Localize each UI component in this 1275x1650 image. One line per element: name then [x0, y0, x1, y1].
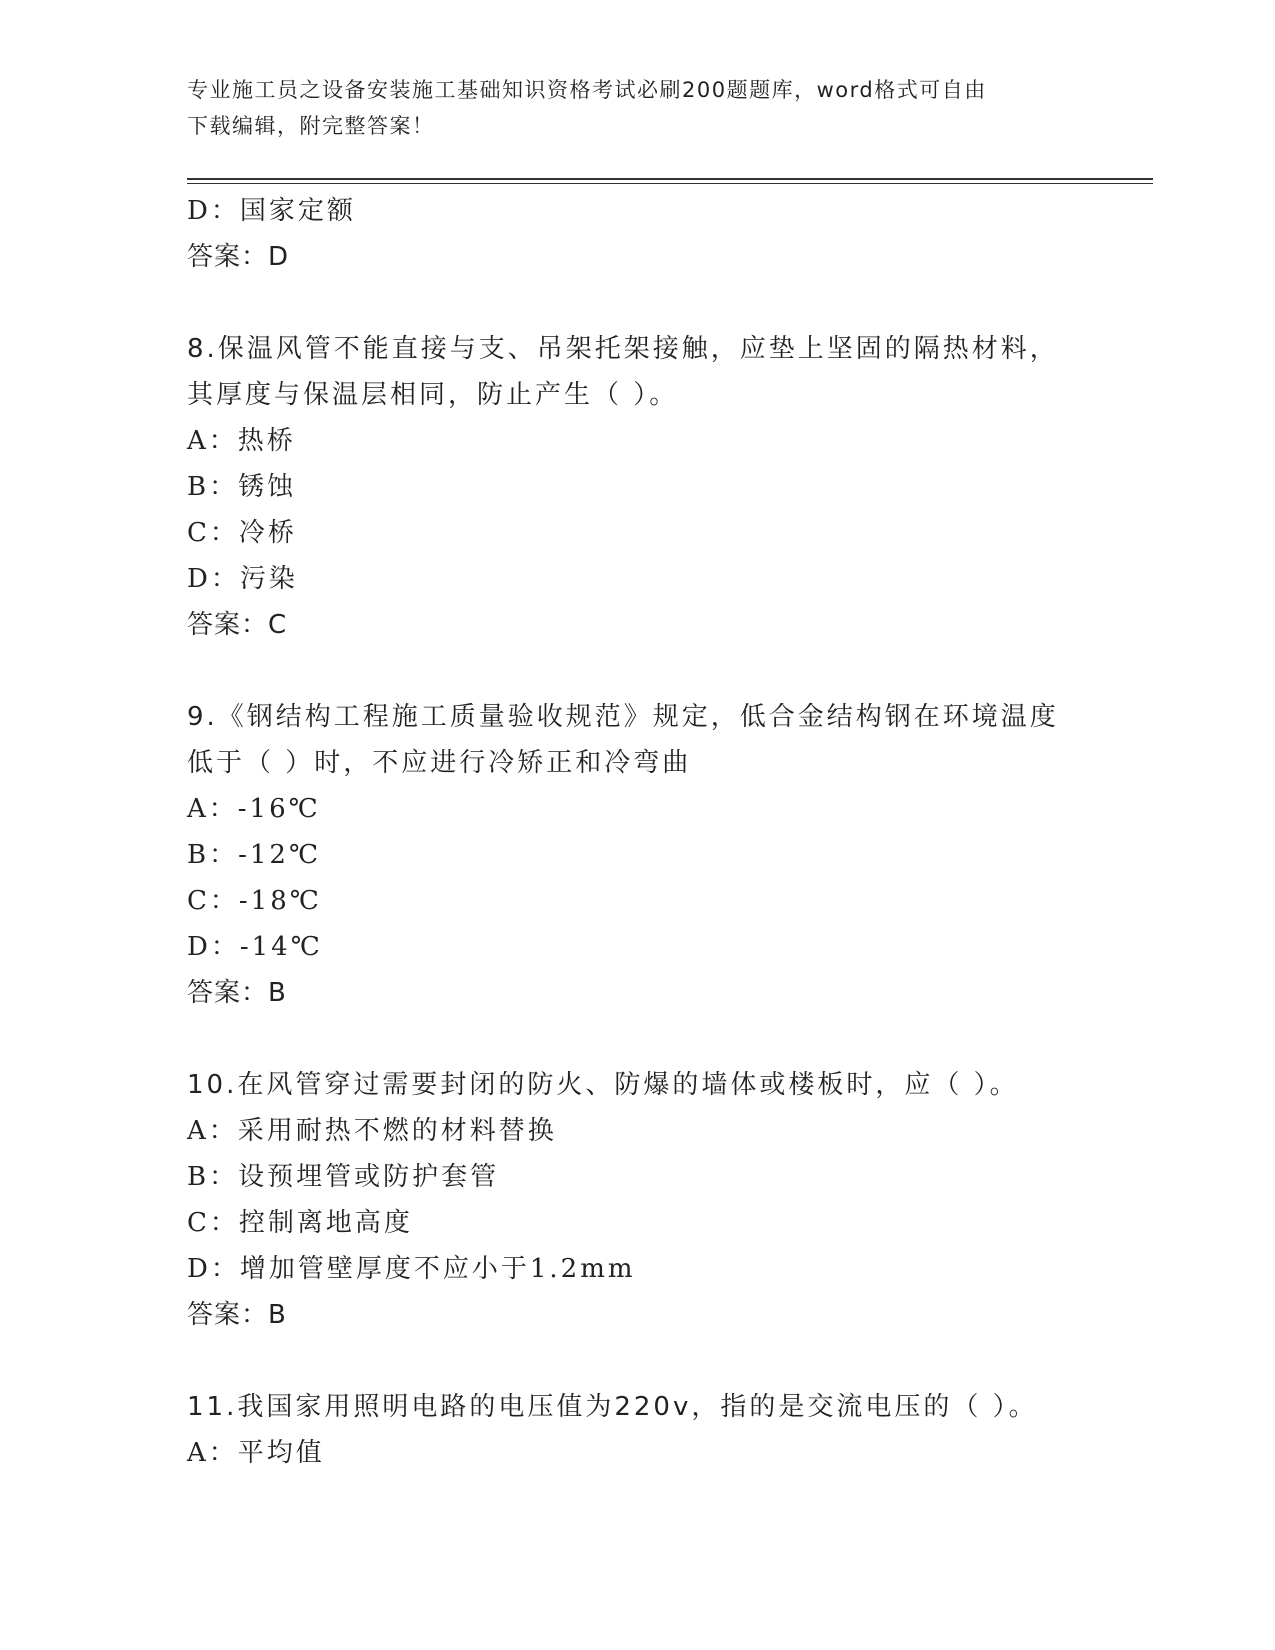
- option-c: C：冷桥: [187, 518, 297, 548]
- prev-option-d: D：国家定额: [187, 196, 356, 226]
- option-d: D：增加管壁厚度不应小于1.2mm: [187, 1254, 636, 1284]
- option-b: B：锈蚀: [187, 472, 297, 502]
- question-stem: 其厚度与保温层相同，防止产生（ ）。: [187, 380, 679, 410]
- option-c: C：-18℃: [187, 886, 322, 916]
- header-line-2: 下载编辑，附完整答案！: [187, 114, 435, 138]
- option-d: D：-14℃: [187, 932, 323, 962]
- answer: 答案：B: [187, 1300, 287, 1330]
- question-10: [187, 1062, 1087, 1338]
- answer: 答案：C: [187, 610, 288, 640]
- document-header: [187, 72, 1067, 144]
- spacer: [187, 280, 1087, 326]
- option-b: B：设预埋管或防护套管: [187, 1162, 500, 1192]
- option-d: D：污染: [187, 564, 298, 594]
- spacer: [187, 1016, 1087, 1062]
- option-a: A：采用耐热不燃的材料替换: [187, 1116, 557, 1146]
- question-content: [187, 188, 1087, 1476]
- question-stem: 低于（ ）时，不应进行冷矫正和冷弯曲: [187, 748, 692, 778]
- question-stem: 11.我国家用照明电路的电压值为220v，指的是交流电压的（ ）。: [187, 1392, 1038, 1422]
- header-line-1: 专业施工员之设备安装施工基础知识资格考试必刷200题题库，word格式可自由: [187, 78, 987, 102]
- question-stem: 9.《钢结构工程施工质量验收规范》规定，低合金结构钢在环境温度: [187, 702, 1059, 732]
- question-8: [187, 326, 1087, 648]
- option-a: A：-16℃: [187, 794, 321, 824]
- option-b: B：-12℃: [187, 840, 322, 870]
- question-11: [187, 1384, 1087, 1476]
- question-stem: 10.在风管穿过需要封闭的防火、防爆的墙体或楼板时，应（ ）。: [187, 1070, 1019, 1100]
- answer: 答案：B: [187, 978, 287, 1008]
- spacer: [187, 1338, 1087, 1384]
- question-9: [187, 694, 1087, 1016]
- prev-answer: 答案：D: [187, 242, 290, 272]
- header-divider-thick: [187, 178, 1153, 180]
- option-a: A：热桥: [187, 426, 296, 456]
- spacer: [187, 648, 1087, 694]
- question-stem: 8.保温风管不能直接与支、吊架托架接触，应垫上坚固的隔热材料，: [187, 334, 1059, 364]
- header-divider-thin: [187, 183, 1153, 184]
- option-a: A：平均值: [187, 1438, 325, 1468]
- option-c: C：控制离地高度: [187, 1208, 413, 1238]
